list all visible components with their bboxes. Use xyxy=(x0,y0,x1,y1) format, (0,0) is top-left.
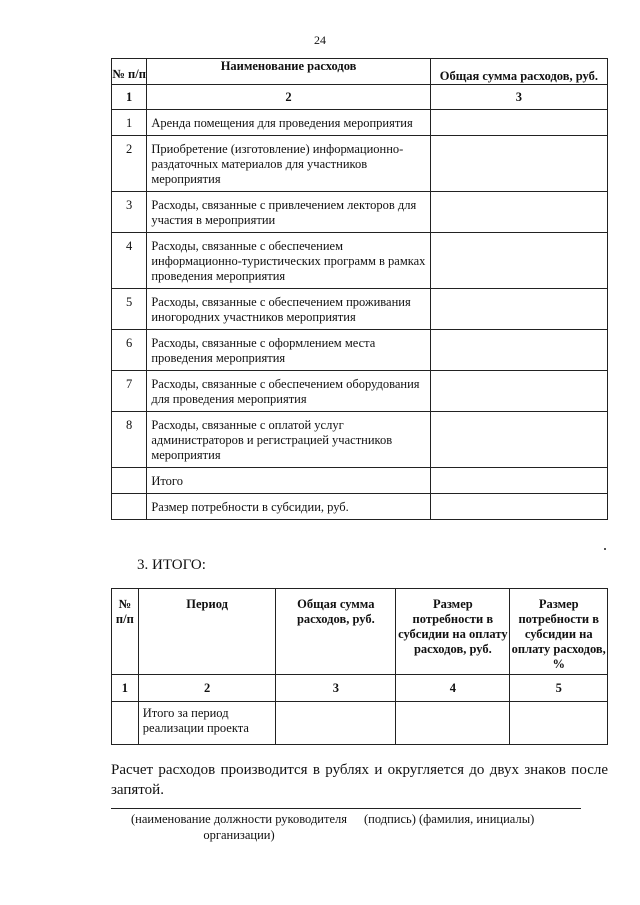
expense-name: Расходы, связанные с обеспечением проживания иногородних участников мероприятия xyxy=(147,289,430,330)
totals-table xyxy=(111,588,608,745)
row-number: 8 xyxy=(112,412,147,468)
expense-sum[interactable] xyxy=(430,136,607,192)
row-number: 7 xyxy=(112,371,147,412)
expense-name: Расходы, связанные с оплатой услуг администраторов и регистрацией участников мероприятия xyxy=(147,412,430,468)
rounding-note: Расчет расходов производится в рублях и округляется до двух знаков после запятой. xyxy=(111,762,608,798)
expense-name: Расходы, связанные с обеспечением оборудования для проведения мероприятия xyxy=(147,371,430,412)
period-total-row xyxy=(112,702,608,745)
header-period: Период xyxy=(138,589,276,675)
row-number xyxy=(112,494,147,520)
table-row xyxy=(112,412,608,468)
column-numbers-row xyxy=(112,675,608,702)
col-number: 5 xyxy=(510,675,608,702)
table-row xyxy=(112,289,608,330)
expense-sum[interactable] xyxy=(430,371,607,412)
expense-sum[interactable] xyxy=(430,289,607,330)
expense-sum[interactable] xyxy=(430,110,607,136)
header-total-sum: Общая сумма расходов, руб. xyxy=(276,589,396,675)
table-row xyxy=(112,330,608,371)
header-number: № п/п xyxy=(112,59,147,85)
total-label: Итого xyxy=(147,468,430,494)
position-label: (наименование должности руководителя организации) xyxy=(131,812,347,842)
table-row xyxy=(112,371,608,412)
row-number: 5 xyxy=(112,289,147,330)
total-sum[interactable] xyxy=(430,468,607,494)
table-header-row xyxy=(112,589,608,675)
expense-sum[interactable] xyxy=(430,412,607,468)
period-subsidy-pct[interactable] xyxy=(510,702,608,745)
col-number: 4 xyxy=(396,675,510,702)
row-number xyxy=(112,468,147,494)
header-total-sum: Общая сумма расходов, руб. xyxy=(430,59,607,85)
col-number: 3 xyxy=(276,675,396,702)
row-number: 4 xyxy=(112,233,147,289)
subsidy-sum[interactable] xyxy=(430,494,607,520)
expense-name: Расходы, связанные с оформлением места проведения мероприятия xyxy=(147,330,430,371)
stray-mark xyxy=(604,548,606,550)
header-subsidy-rub: Размер потребности в субсидии на оплату расходов, руб. xyxy=(396,589,510,675)
expense-name: Расходы, связанные с привлечением лекторов для участия в мероприятии xyxy=(147,192,430,233)
signature-label: (подпись) (фамилия, инициалы) xyxy=(364,812,535,826)
total-row xyxy=(112,468,608,494)
expenses-table xyxy=(111,58,608,520)
column-numbers-row xyxy=(112,85,608,110)
expense-name: Приобретение (изготовление) информационно-раздаточных материалов для участников мероприятия xyxy=(147,136,430,192)
row-number: 2 xyxy=(112,136,147,192)
table-row xyxy=(112,192,608,233)
table-row xyxy=(112,136,608,192)
section-title: 3. ИТОГО: xyxy=(137,557,206,573)
signature-line xyxy=(111,808,581,809)
period-subsidy-rub[interactable] xyxy=(396,702,510,745)
row-number: 3 xyxy=(112,192,147,233)
row-number: 1 xyxy=(112,110,147,136)
table-row xyxy=(112,233,608,289)
col-number: 1 xyxy=(112,85,147,110)
subsidy-row xyxy=(112,494,608,520)
expense-sum[interactable] xyxy=(430,330,607,371)
table-row xyxy=(112,110,608,136)
subsidy-label: Размер потребности в субсидии, руб. xyxy=(147,494,430,520)
table-header-row xyxy=(112,59,608,85)
expense-name: Расходы, связанные с обеспечением информационно-туристических программ в рамках проведения мероприятия xyxy=(147,233,430,289)
period-total-sum[interactable] xyxy=(276,702,396,745)
page-number: 24 xyxy=(314,33,326,47)
expense-name: Аренда помещения для проведения мероприятия xyxy=(147,110,430,136)
col-number: 3 xyxy=(430,85,607,110)
header-subsidy-pct: Размер потребности в субсидии на оплату расходов, % xyxy=(510,589,608,675)
expense-sum[interactable] xyxy=(430,192,607,233)
row-number: 6 xyxy=(112,330,147,371)
col-number: 2 xyxy=(138,675,276,702)
col-number: 2 xyxy=(147,85,430,110)
header-number: № п/п xyxy=(112,589,139,675)
row-number xyxy=(112,702,139,745)
period-total-label: Итого за период реализации проекта xyxy=(138,702,276,745)
expense-sum[interactable] xyxy=(430,233,607,289)
col-number: 1 xyxy=(112,675,139,702)
header-expense-name: Наименование расходов xyxy=(147,59,430,85)
